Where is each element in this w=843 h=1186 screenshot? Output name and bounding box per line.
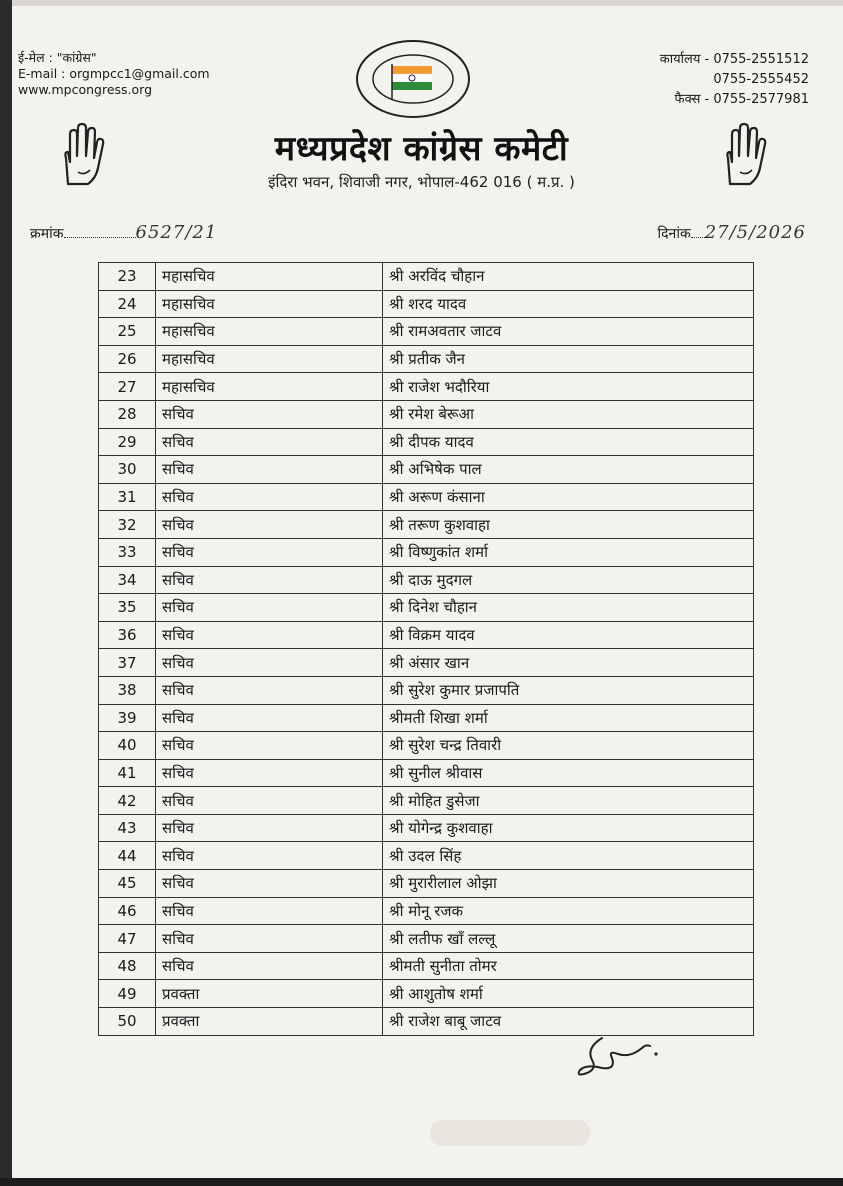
row-number: 37: [99, 649, 156, 677]
row-number: 44: [99, 842, 156, 870]
row-number: 29: [99, 428, 156, 456]
table-row: [99, 594, 754, 622]
row-number: 42: [99, 787, 156, 815]
fax-number: फैक्स - 0755-2577981: [674, 92, 809, 107]
row-number: 47: [99, 925, 156, 953]
row-number: 28: [99, 400, 156, 428]
organization-name: मध्यप्रदेश कांग्रेस कमेटी: [274, 129, 569, 169]
table-row: [99, 345, 754, 373]
row-name: श्री विष्णुकांत शर्मा: [383, 538, 754, 566]
row-post: सचिव: [156, 870, 383, 898]
organization-address: इंदिरा भवन, शिवाजी नगर, भोपाल-462 016 ( म.प्र. ): [268, 173, 575, 191]
table-row: [99, 428, 754, 456]
row-post: सचिव: [156, 594, 383, 622]
row-post: सचिव: [156, 842, 383, 870]
row-number: 41: [99, 759, 156, 787]
row-name: श्री अंसार खान: [383, 649, 754, 677]
row-post: सचिव: [156, 787, 383, 815]
table-row: [99, 897, 754, 925]
paper-top-edge: [12, 0, 843, 6]
table-row: [99, 732, 754, 760]
row-number: 31: [99, 483, 156, 511]
row-number: 24: [99, 290, 156, 318]
row-name: श्री अभिषेक पाल: [383, 456, 754, 484]
row-post: सचिव: [156, 428, 383, 456]
email-address: E-mail : orgmpcc1@gmail.com: [18, 66, 210, 81]
row-name: श्रीमती सुनीता तोमर: [383, 952, 754, 980]
table-row: [99, 649, 754, 677]
row-post: महासचिव: [156, 263, 383, 291]
row-number: 45: [99, 870, 156, 898]
row-number: 30: [99, 456, 156, 484]
table-row: [99, 676, 754, 704]
row-post: सचिव: [156, 925, 383, 953]
reference-date-value: 27/5/2026: [704, 222, 806, 243]
row-number: 39: [99, 704, 156, 732]
table-row: [99, 814, 754, 842]
office-phone-2: 0755-2555452: [713, 72, 809, 87]
row-name: श्री विक्रम यादव: [383, 621, 754, 649]
row-post: महासचिव: [156, 373, 383, 401]
row-number: 23: [99, 263, 156, 291]
row-post: सचिव: [156, 732, 383, 760]
email-label: ई-मेल : "कांग्रेस": [18, 50, 97, 65]
row-post: सचिव: [156, 400, 383, 428]
contact-info-left: [18, 50, 210, 98]
row-name: श्री दीपक यादव: [383, 428, 754, 456]
row-name: श्री लतीफ खाँ लल्लू: [383, 925, 754, 953]
row-number: 33: [99, 538, 156, 566]
table-row: [99, 870, 754, 898]
row-post: सचिव: [156, 538, 383, 566]
row-number: 48: [99, 952, 156, 980]
table-row: [99, 290, 754, 318]
row-post: सचिव: [156, 676, 383, 704]
row-number: 50: [99, 1008, 156, 1036]
row-name: श्री सुरेश चन्द्र तिवारी: [383, 732, 754, 760]
reference-number-value: 6527/21: [135, 222, 218, 243]
row-name: श्री योगेन्द्र कुशवाहा: [383, 814, 754, 842]
row-name: श्री सुरेश कुमार प्रजापति: [383, 676, 754, 704]
table-row: [99, 456, 754, 484]
row-post: प्रवक्ता: [156, 1008, 383, 1036]
website: www.mpcongress.org: [18, 82, 153, 97]
row-name: श्री दिनेश चौहान: [383, 594, 754, 622]
row-post: सचिव: [156, 483, 383, 511]
row-name: श्री तरूण कुशवाहा: [383, 511, 754, 539]
row-post: सचिव: [156, 456, 383, 484]
reference-number: [30, 222, 217, 243]
party-emblem-seal: [354, 38, 472, 120]
table-row: [99, 483, 754, 511]
row-name: श्री उदल सिंह: [383, 842, 754, 870]
row-number: 35: [99, 594, 156, 622]
row-post: सचिव: [156, 566, 383, 594]
table-row: [99, 925, 754, 953]
row-number: 38: [99, 676, 156, 704]
reference-number-label: क्रमांक: [30, 226, 64, 242]
row-number: 32: [99, 511, 156, 539]
row-name: श्री रमेश बेरूआ: [383, 400, 754, 428]
row-name: श्री मुरारीलाल ओझा: [383, 870, 754, 898]
row-name: श्री राजेश बाबू जाटव: [383, 1008, 754, 1036]
table-row: [99, 759, 754, 787]
reference-date-label: दिनांक: [657, 226, 691, 242]
row-number: 34: [99, 566, 156, 594]
row-name: श्री आशुतोष शर्मा: [383, 980, 754, 1008]
office-bearers-table: [98, 262, 754, 1036]
row-number: 43: [99, 814, 156, 842]
table-row: [99, 787, 754, 815]
row-post: सचिव: [156, 649, 383, 677]
table-row: [99, 842, 754, 870]
row-post: प्रवक्ता: [156, 980, 383, 1008]
row-number: 27: [99, 373, 156, 401]
table-row: [99, 980, 754, 1008]
row-name: श्री अरविंद चौहान: [383, 263, 754, 291]
row-name: श्री अरूण कंसाना: [383, 483, 754, 511]
row-post: सचिव: [156, 897, 383, 925]
row-name: श्री मोनू रजक: [383, 897, 754, 925]
table-row: [99, 621, 754, 649]
table-row: [99, 566, 754, 594]
row-name: श्री शरद यादव: [383, 290, 754, 318]
row-name: श्रीमती शिखा शर्मा: [383, 704, 754, 732]
row-post: सचिव: [156, 621, 383, 649]
row-post: सचिव: [156, 814, 383, 842]
paper-smudge: [430, 1120, 590, 1146]
row-post: महासचिव: [156, 290, 383, 318]
flag-saffron-band: [392, 66, 432, 74]
table-row: [99, 263, 754, 291]
row-number: 36: [99, 621, 156, 649]
table-row: [99, 400, 754, 428]
row-name: श्री राजेश भदौरिया: [383, 373, 754, 401]
table-row: [99, 952, 754, 980]
row-number: 46: [99, 897, 156, 925]
row-name: श्री मोहित डुसेजा: [383, 787, 754, 815]
flag-green-band: [392, 82, 432, 90]
row-name: श्री प्रतीक जैन: [383, 345, 754, 373]
row-post: सचिव: [156, 704, 383, 732]
row-name: श्री दाऊ मुदगल: [383, 566, 754, 594]
office-phone: कार्यालय - 0755-2551512: [659, 52, 809, 67]
row-post: सचिव: [156, 759, 383, 787]
table-row: [99, 511, 754, 539]
row-number: 49: [99, 980, 156, 1008]
table-row: [99, 704, 754, 732]
row-name: श्री रामअवतार जाटव: [383, 318, 754, 346]
row-post: सचिव: [156, 952, 383, 980]
row-number: 25: [99, 318, 156, 346]
reference-date: [657, 222, 806, 243]
row-post: महासचिव: [156, 318, 383, 346]
row-post: सचिव: [156, 511, 383, 539]
page-bottom-edge: [0, 1178, 843, 1186]
table-row: [99, 318, 754, 346]
row-number: 40: [99, 732, 156, 760]
row-post: महासचिव: [156, 345, 383, 373]
reference-row: [30, 218, 810, 248]
row-name: श्री सुनील श्रीवास: [383, 759, 754, 787]
table-row: [99, 538, 754, 566]
signature-mark: [572, 1030, 662, 1080]
table-row: [99, 373, 754, 401]
row-number: 26: [99, 345, 156, 373]
contact-info-right: [660, 50, 809, 110]
